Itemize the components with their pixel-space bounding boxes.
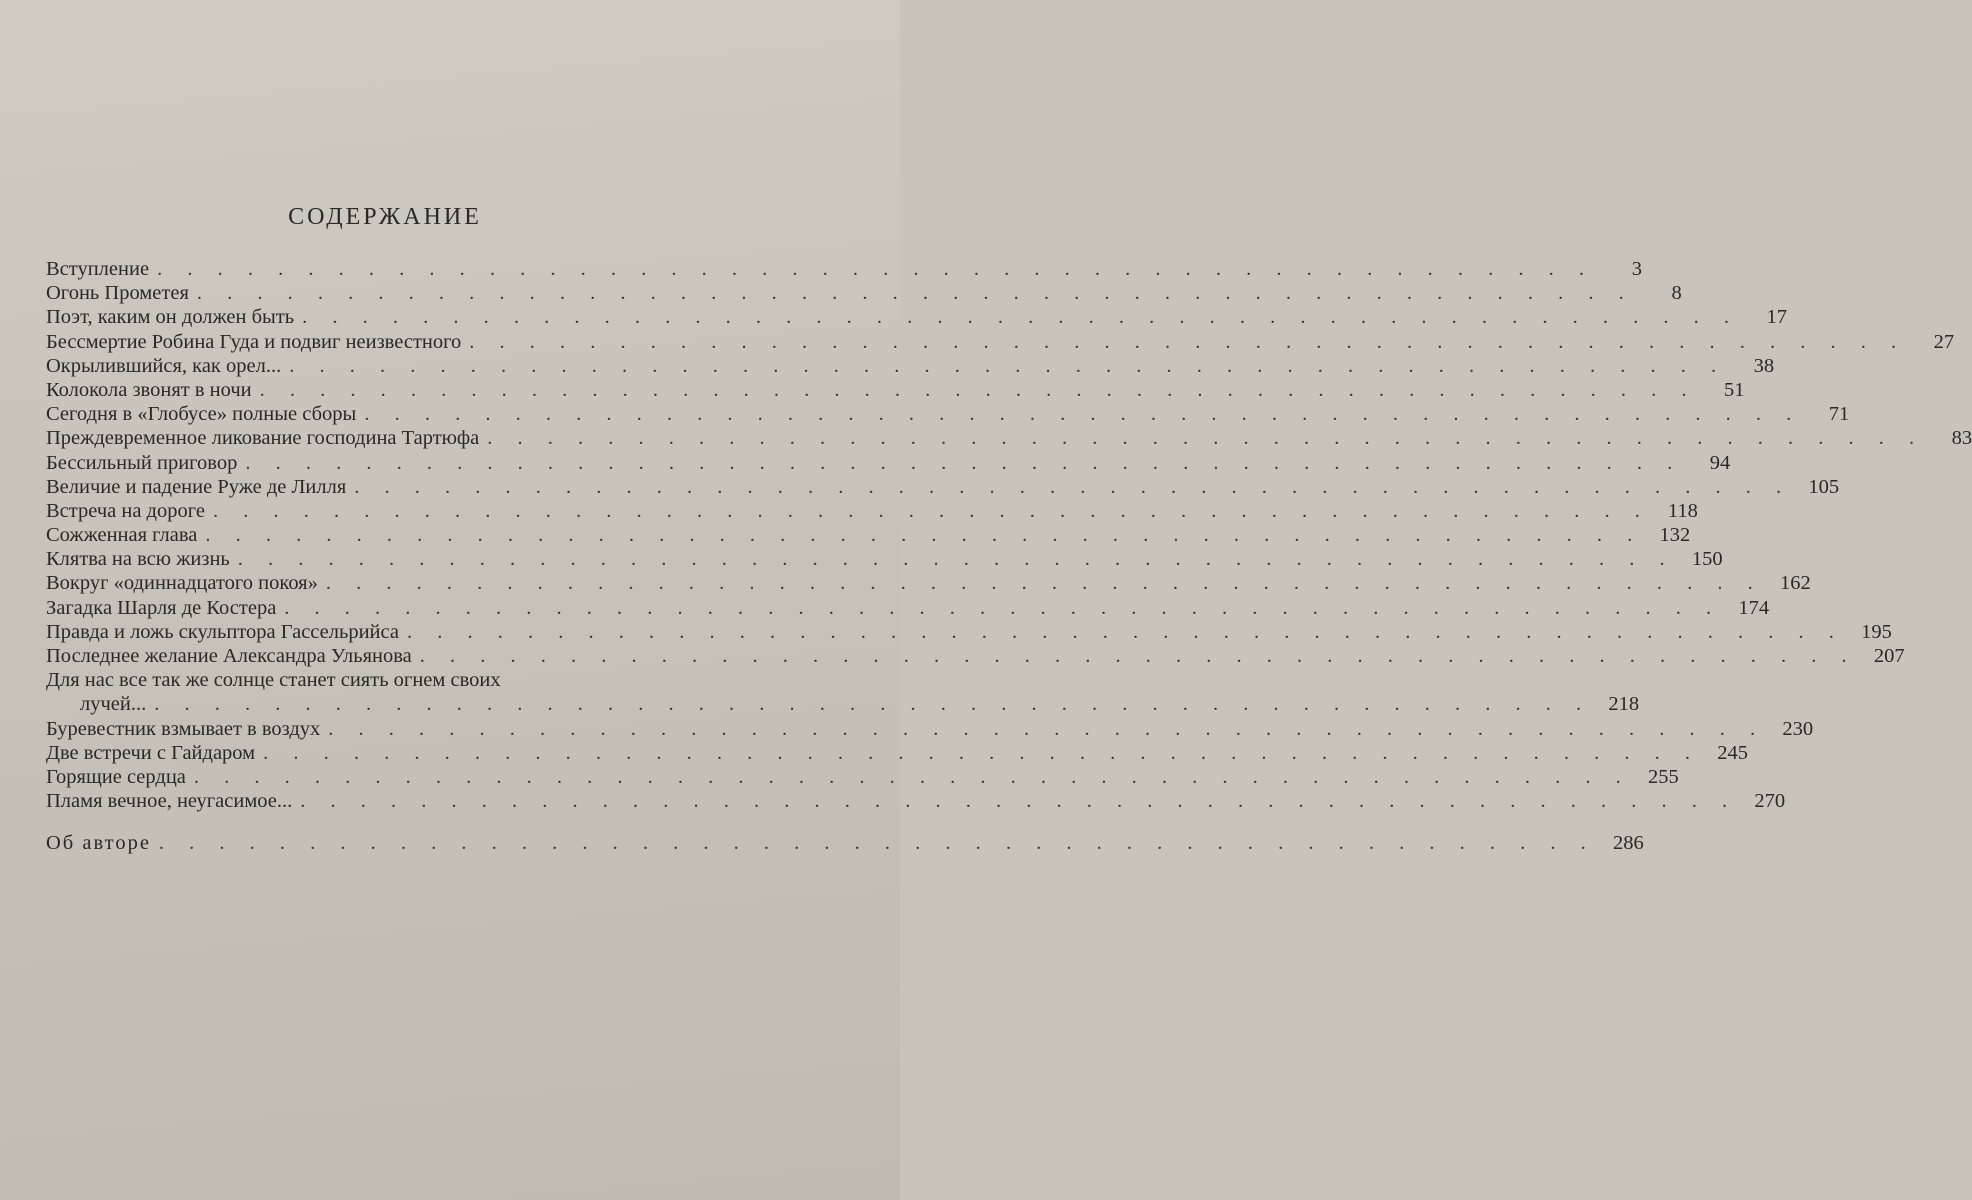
toc-entry: [46, 427, 1972, 451]
toc-entry-page: 83: [1951, 427, 1972, 450]
toc-entry-page: 105: [1808, 475, 1840, 498]
toc-leader-dots: . . . . . . . . . . . . . . . . . . . . . . . . . . . . . . . . . . . . . . . . . . . . . . . .: [193, 765, 1631, 788]
toc-entry: [46, 306, 1788, 330]
toc-leader-dots: . . . . . . . . . . . . . . . . . . . . . . . . . . . . . . . . . . . . . . . . . . . . . . . .: [302, 306, 1740, 329]
toc-entry-page: 8: [1671, 282, 1682, 305]
toc-entry-page: 150: [1691, 548, 1723, 571]
toc-entry: [46, 572, 1811, 596]
toc-entry: [46, 354, 1775, 379]
toc-entry-title: Пламя вечное, неугасимое...: [46, 790, 293, 813]
toc-leader-dots: . . . . . . . . . . . . . . . . . . . . . . . . . . . . . . . . . . . . . . . . . . . . . . . .: [406, 620, 1844, 643]
toc-entry: [46, 499, 1698, 524]
toc-entry-title: Бессильный приговор: [46, 451, 238, 474]
toc-entry-title: Встреча на дороге: [46, 499, 205, 522]
toc-leader-dots: . . . . . . . . . . . . . . . . . . . . . . . . . . . . . . . . . . . . . . . . . . . . . . . .: [158, 832, 1596, 855]
toc-entry-page: 162: [1779, 572, 1811, 595]
toc-entry: [46, 717, 1814, 742]
toc-entry-title: Поэт, каким он должен быть: [46, 306, 295, 329]
toc-entry: [46, 403, 1850, 427]
toc-entry: [46, 620, 1892, 645]
toc-leader-dots: . . . . . . . . . . . . . . . . . . . . . . . . . . . . . . . . . . . . . . . . . . . . . . . .: [364, 403, 1802, 426]
toc-entry: [46, 451, 1731, 476]
toc-leader-dots: . . . . . . . . . . . . . . . . . . . . . . . . . . . . . . . . . . . . . . . . . . . . . . . .: [205, 524, 1643, 547]
toc-entry: [46, 790, 1786, 814]
toc-entry-page: 118: [1667, 499, 1698, 522]
toc-entry-continuation: [46, 693, 1640, 717]
toc-entry-title: Последнее желание Александра Ульянова: [46, 645, 412, 667]
toc-entry: [46, 282, 1682, 306]
toc-leader-dots: . . . . . . . . . . . . . . . . . . . . . . . . . . . . . . . . . . . . . . . . . . . . . . . .: [328, 717, 1766, 740]
toc-leader-dots: . . . . . . . . . . . . . . . . . . . . . . . . . . . . . . . . . . . . . . . . . . . . . . . .: [419, 645, 1857, 667]
toc-entry-page: 17: [1766, 306, 1788, 329]
toc-leader-dots: . . . . . . . . . . . . . . . . . . . . . . . . . . . . . . . . . . . . . . . . . . . . . . . .: [289, 354, 1727, 377]
toc-leader-dots: . . . . . . . . . . . . . . . . . . . . . . . . . . . . . . . . . . . . . . . . . . . . . . . .: [154, 693, 1592, 716]
toc-entry-page: 71: [1828, 403, 1850, 426]
toc-leader-dots: . . . . . . . . . . . . . . . . . . . . . . . . . . . . . . . . . . . . . . . . . . . . . . . .: [300, 790, 1738, 813]
toc-entry-page: 94: [1709, 451, 1731, 474]
toc-entry-title: Буревестник взмывает в воздух: [46, 717, 321, 740]
toc-entry-title: Вступление: [46, 258, 150, 280]
toc-entry-page: 218: [1608, 693, 1640, 716]
toc-leader-dots: . . . . . . . . . . . . . . . . . . . . . . . . . . . . . . . . . . . . . . . . . . . . . . . .: [245, 451, 1683, 474]
toc-entry: [46, 475, 1840, 500]
toc-leader-dots: . . . . . . . . . . . . . . . . . . . . . . . . . . . . . . . . . . . . . . . . . . . . . . . .: [263, 741, 1700, 764]
toc-leader-dots: . . . . . . . . . . . . . . . . . . . . . . . . . . . . . . . . . . . . . . . . . . . . . . . .: [237, 548, 1675, 571]
toc-entry-page: 255: [1648, 765, 1679, 788]
toc-entry-title: Огонь Прометея: [46, 282, 189, 305]
toc-leader-dots: . . . . . . . . . . . . . . . . . . . . . . . . . . . . . . . . . . . . . . . . . . . . . . . .: [487, 427, 1925, 450]
toc-entry-title: Сожженная глава: [46, 524, 198, 547]
toc-leader-dots: . . . . . . . . . . . . . . . . . . . . . . . . . . . . . . . . . . . . . . . . . . . . . . . .: [469, 330, 1907, 353]
toc-leader-dots: . . . . . . . . . . . . . . . . . . . . . . . . . . . . . . . . . . . . . . . . . . . . . . . .: [284, 596, 1722, 619]
toc-entry: [46, 596, 1770, 621]
toc-entry: [46, 330, 1955, 355]
toc-entry-page: 174: [1738, 596, 1770, 619]
table-of-contents: [46, 258, 1972, 857]
toc-entry-title: Горящие сердца: [46, 765, 186, 788]
toc-entry: [46, 524, 1691, 548]
toc-entry: [46, 378, 1745, 403]
toc-entry: [46, 741, 1748, 766]
toc-entry-page: 3: [1631, 258, 1642, 280]
toc-entry-title: Об авторе: [46, 832, 151, 855]
toc-entry-page: 51: [1724, 378, 1745, 401]
toc-entry-page: 132: [1659, 524, 1691, 547]
toc-leader-dots: . . . . . . . . . . . . . . . . . . . . . . . . . . . . . . . . . . . . . . . . . . . . . . . .: [259, 378, 1697, 401]
toc-entry: [46, 669, 796, 693]
toc-entry-page: 230: [1782, 717, 1814, 740]
toc-entry: [46, 548, 1723, 572]
toc-entry-page: 195: [1861, 620, 1892, 643]
toc-entry: [46, 765, 1679, 790]
toc-entry-title: Величие и падение Руже де Лилля: [46, 475, 347, 498]
toc-entry-title: Для нас все так же солнце станет сиять огнем своих: [46, 669, 501, 692]
toc-entry-title: Преждевременное ликование господина Тартюфа: [46, 427, 480, 450]
toc-leader-dots: . . . . . . . . . . . . . . . . . . . . . . . . . . . . . . . . . . . . . . . . . . . . . . . .: [325, 572, 1763, 595]
toc-leader-dots: . . . . . . . . . . . . . . . . . . . . . . . . . . . . . . . . . . . . . . . . . . . . . . . .: [354, 475, 1792, 498]
toc-entry-page: 245: [1717, 741, 1748, 764]
page-title: СОДЕРЖАНИЕ: [288, 204, 482, 230]
toc-leader-dots: . . . . . . . . . . . . . . . . . . . . . . . . . . . . . . . . . . . . . . . . . . . . . . . .: [196, 282, 1634, 305]
toc-entry-page: 207: [1873, 645, 1905, 667]
toc-leader-dots: . . . . . . . . . . . . . . . . . . . . . . . . . . . . . . . . . . . . . . . . . . . . . . . .: [157, 258, 1594, 280]
toc-entry-page: 286: [1613, 832, 1644, 855]
toc-entry-title: Загадка Шарля де Костера: [46, 596, 277, 619]
toc-leader-dots: . . . . . . . . . . . . . . . . . . . . . . . . . . . . . . . . . . . . . . . . . . . . . . . .: [212, 499, 1650, 522]
toc-entry-introduction: [46, 258, 1642, 282]
toc-entry-title: Колокола звонят в ночи: [46, 378, 252, 401]
toc-entry-about-author: [46, 832, 1644, 856]
toc-entry-title: Правда и ложь скульптора Гассельрийса: [46, 620, 399, 643]
toc-entry-page: 270: [1754, 790, 1786, 813]
toc-entry-page: 38: [1753, 354, 1775, 377]
toc-entry-title: Сегодня в «Глобусе» полные сборы: [46, 403, 357, 426]
toc-entry-title-continued: лучей...: [80, 693, 147, 716]
toc-entry: [46, 645, 1905, 669]
toc-entry-title: Две встречи с Гайдаром: [46, 741, 256, 764]
toc-entry-title: Бессмертие Робина Гуда и подвиг неизвестного: [46, 330, 462, 353]
toc-entry-title: Вокруг «одиннадцатого покоя»: [46, 572, 318, 595]
toc-entry-page: 27: [1933, 330, 1955, 353]
toc-entry-title: Окрылившийся, как орел...: [46, 354, 282, 377]
toc-entry-title: Клятва на всю жизнь: [46, 548, 230, 571]
